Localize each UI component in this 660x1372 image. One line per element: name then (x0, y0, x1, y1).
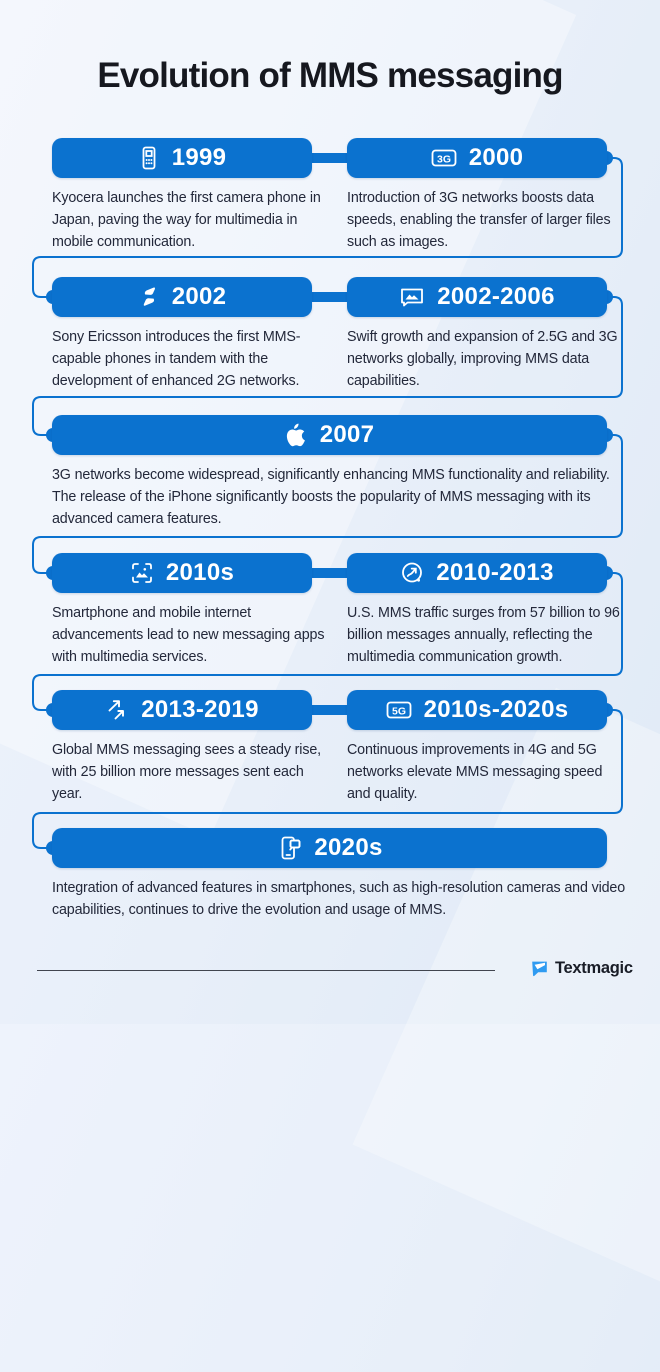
5g-badge-icon (386, 699, 412, 721)
photo-frame-icon (130, 561, 154, 585)
3g-badge-icon (431, 147, 457, 169)
timeline-pill (52, 690, 312, 730)
timeline-card-2010s-2020s (347, 690, 607, 805)
page-title: Evolution of MMS messaging (97, 56, 563, 95)
timeline-description: Smartphone and mobile internet advancements lead to new messaging apps with multimedia services. (52, 605, 325, 665)
timeline-date: 1999 (171, 144, 227, 171)
brand-name: Textmagic (555, 959, 633, 977)
feature-phone-icon (138, 146, 160, 170)
timeline-pill (52, 828, 607, 868)
timeline-pill (347, 277, 607, 317)
timeline-card-1999 (52, 138, 321, 253)
timeline-pill (52, 553, 312, 593)
timeline-pill (52, 277, 312, 317)
timeline-description: Introduction of 3G networks boosts data speeds, enabling the transfer of larger files such as images. (347, 190, 611, 250)
timeline-date: 2002-2006 (437, 283, 555, 310)
double-arrow-up-icon (105, 698, 129, 722)
timeline-date: 2013-2019 (141, 696, 259, 723)
timeline-description: U.S. MMS traffic surges from 57 billion to 96 billion messages annually, reflecting the multimedia communication growth. (347, 605, 620, 665)
timeline-date: 2000 (468, 144, 524, 171)
svg-text:5G: 5G (391, 705, 406, 718)
timeline-date: 2020s (314, 834, 383, 861)
sony-ericsson-icon (138, 285, 160, 309)
timeline-description: Sony Ericsson introduces the first MMS-capable phones in tandem with the development of enhanced 2G networks. (52, 329, 301, 389)
timeline-description: Kyocera launches the first camera phone in Japan, paving the way for multimedia in mobile communication. (52, 190, 321, 250)
timeline-pill (347, 690, 607, 730)
timeline-description: Swift growth and expansion of 2.5G and 3G networks globally, improving MMS data capabilities. (347, 329, 618, 389)
timeline-card-2013-2019 (52, 690, 321, 805)
timeline-date: 2007 (319, 421, 375, 448)
svg-text:3G: 3G (436, 153, 451, 166)
timeline-card-2002 (52, 277, 312, 392)
timeline-card-2000 (347, 138, 611, 253)
timeline-card-2007 (52, 415, 610, 530)
timeline-pill (347, 553, 607, 593)
timeline-description: Integration of advanced features in smartphones, such as high-resolution cameras and video capabilities, continues to drive the evolution and usage of MMS. (52, 880, 626, 918)
timeline-card-2002-2006 (347, 277, 618, 392)
timeline-pill (52, 138, 312, 178)
apple-icon (285, 422, 308, 448)
timeline-description: 3G networks become widespread, significantly enhancing MMS functionality and reliability. The release of the iPhone significantly boosts the popularity of MMS messaging with its advanced camera features. (52, 467, 610, 527)
timeline-card-2010-2013 (347, 553, 620, 668)
brand-logo (530, 959, 633, 978)
picture-message-icon (399, 285, 425, 309)
textmagic-flag-icon (530, 959, 549, 978)
timeline-description: Global MMS messaging sees a steady rise, with 25 billion more messages sent each year. (52, 742, 321, 802)
timeline-card-2010s (52, 553, 325, 668)
timeline-pill (52, 415, 607, 455)
timeline-description: Continuous improvements in 4G and 5G networks elevate MMS messaging speed and quality. (347, 742, 603, 802)
timeline-pill (347, 138, 607, 178)
timeline-date: 2002 (171, 283, 227, 310)
timeline-card-2020s (52, 828, 626, 921)
growth-circle-icon (400, 561, 424, 585)
timeline-date: 2010s-2020s (423, 696, 569, 723)
smartphone-message-icon (276, 835, 302, 861)
timeline-date: 2010-2013 (436, 559, 554, 586)
timeline-date: 2010s (165, 559, 235, 586)
